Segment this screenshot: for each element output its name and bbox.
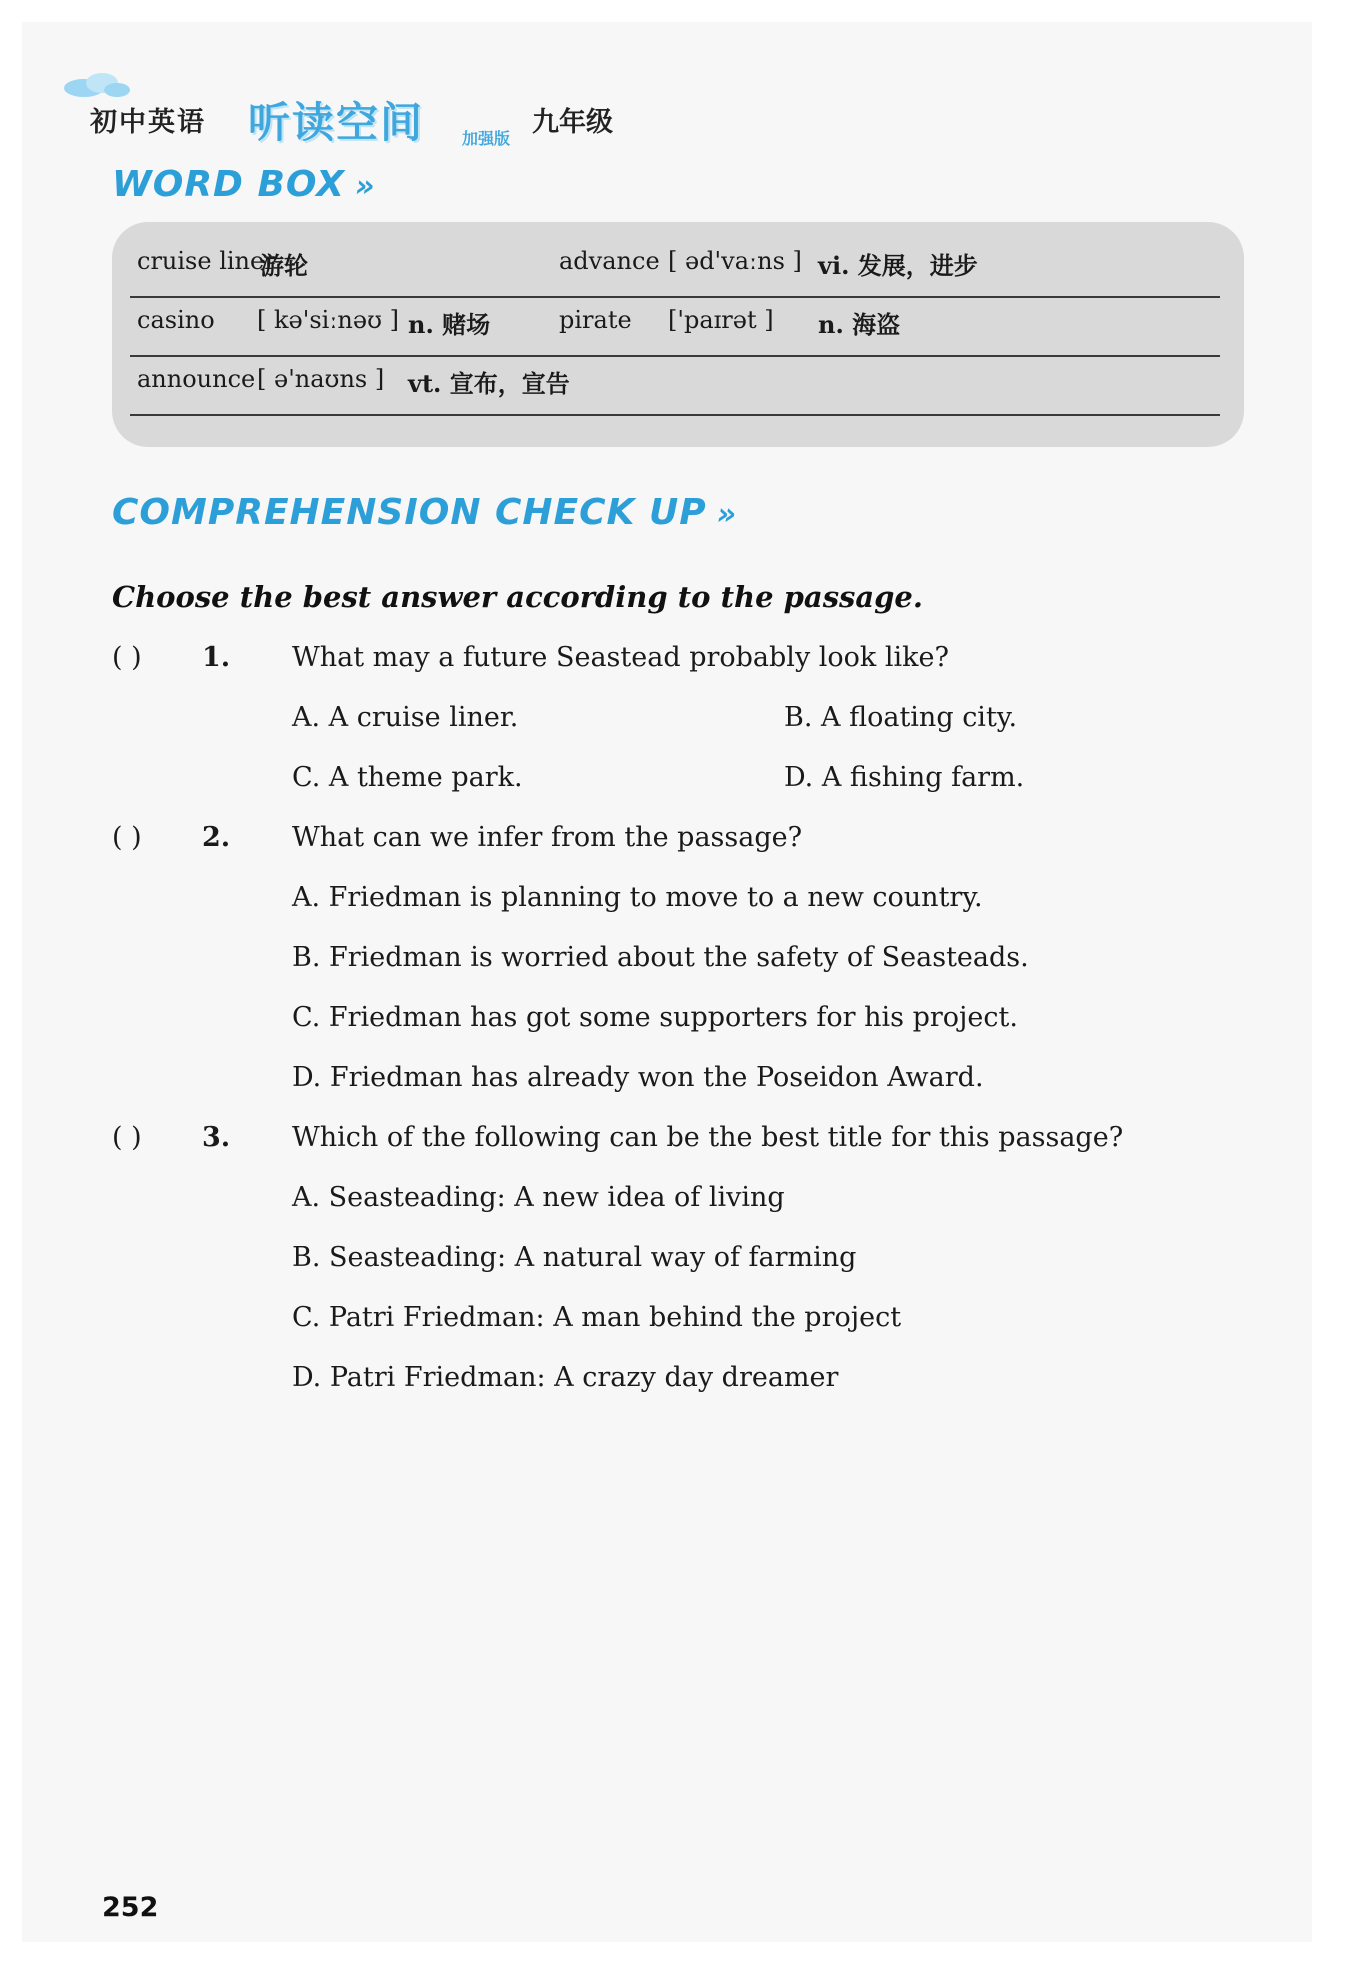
option-b: B. Friedman is worried about the safety of Seasteads. [292, 942, 1029, 973]
word-phonetic: [ əd'vaːns ] [668, 247, 802, 275]
word-term: pirate [559, 306, 632, 334]
word-box [112, 222, 1244, 447]
page [22, 22, 1312, 1942]
option-d: D. Friedman has already won the Poseidon Award. [292, 1062, 984, 1093]
word-box-heading-text: WORD BOX [112, 164, 345, 205]
word-definition: 游轮 [260, 251, 308, 280]
word-box-heading [112, 164, 375, 205]
cloud-icon [62, 70, 132, 100]
option-a: A. Friedman is planning to move to a new country. [292, 882, 983, 913]
answer-blank[interactable]: ( ) [112, 1122, 142, 1153]
brand-title: 听读空间 [248, 98, 425, 147]
question-number: 1. [202, 642, 231, 673]
word-term: cruise liner [137, 247, 276, 275]
option-d: D. Patri Friedman: A crazy day dreamer [292, 1362, 839, 1393]
book-series-title: 初中英语 [90, 107, 206, 138]
option-b: B. A floating city. [784, 702, 1018, 733]
option-c: C. A theme park. [292, 762, 523, 793]
edition-label: 加强版 [462, 129, 511, 148]
word-definition: n. 海盗 [818, 310, 901, 339]
word-phonetic: [ ə'naʊns ] [257, 365, 385, 393]
comprehension-heading [112, 492, 737, 533]
option-c: C. Friedman has got some supporters for his project. [292, 1002, 1018, 1033]
option-c: C. Patri Friedman: A man behind the project [292, 1302, 902, 1333]
chevron-right-icon: » [354, 169, 376, 204]
question-number: 3. [202, 1122, 231, 1153]
book-header [62, 70, 662, 150]
word-phonetic: ['paɪrət ] [668, 306, 774, 334]
question-number: 2. [202, 822, 231, 853]
word-term: advance [559, 247, 660, 275]
chevron-right-icon: » [716, 497, 738, 532]
question-text: What may a future Seastead probably look like? [292, 642, 949, 673]
row-divider [130, 355, 1220, 357]
answer-blank[interactable]: ( ) [112, 642, 142, 673]
grade-label: 九年级 [532, 107, 613, 138]
option-b: B. Seasteading: A natural way of farming [292, 1242, 857, 1273]
question-text: What can we infer from the passage? [292, 822, 803, 853]
comprehension-heading-text: COMPREHENSION CHECK UP [112, 492, 707, 533]
word-definition: vi. 发展，进步 [818, 251, 978, 280]
word-definition: vt. 宣布，宣告 [408, 369, 570, 398]
word-definition: n. 赌场 [408, 310, 491, 339]
word-phonetic: [ kə'siːnəʊ ] [257, 306, 399, 334]
instruction-text: Choose the best answer according to the passage. [112, 580, 923, 614]
answer-blank[interactable]: ( ) [112, 822, 142, 853]
option-a: A. A cruise liner. [292, 702, 519, 733]
word-term: casino [137, 306, 215, 334]
row-divider [130, 296, 1220, 298]
row-divider [130, 414, 1220, 416]
option-a: A. Seasteading: A new idea of living [292, 1182, 785, 1213]
question-text: Which of the following can be the best title for this passage? [292, 1122, 1124, 1153]
option-d: D. A fishing farm. [784, 762, 1025, 793]
word-term: announce [137, 365, 256, 393]
page-number: 252 [102, 1892, 159, 1923]
